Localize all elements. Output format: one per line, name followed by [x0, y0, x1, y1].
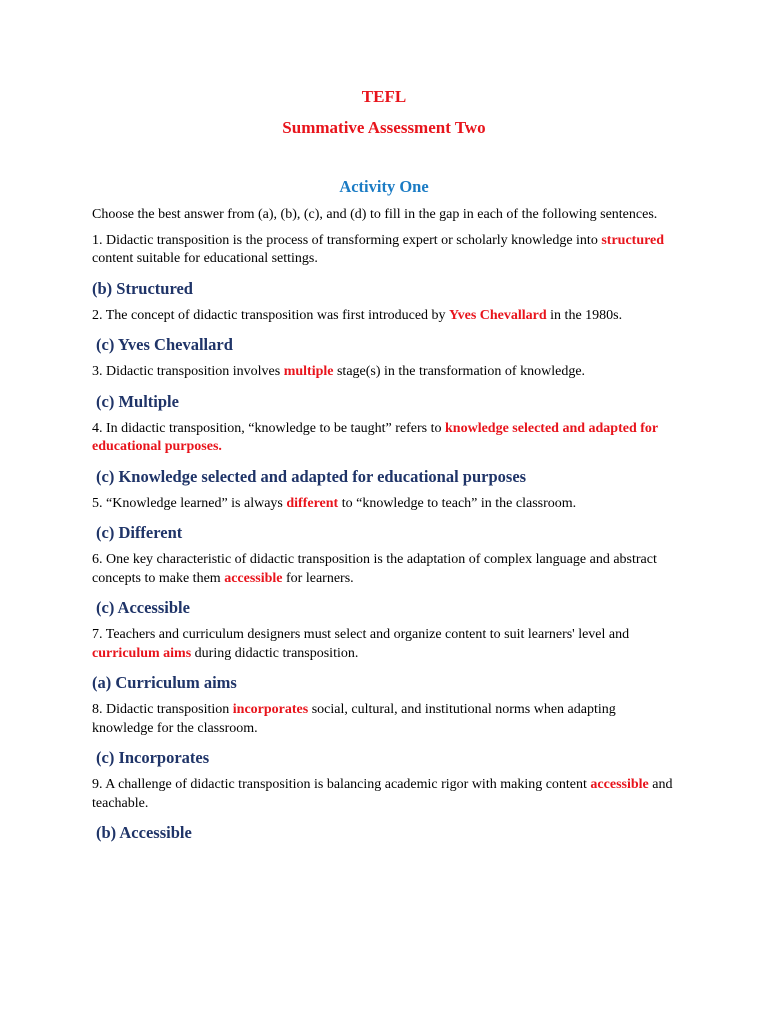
highlighted-answer: multiple [283, 364, 334, 379]
question-5 [92, 495, 676, 514]
question-7 [92, 626, 676, 663]
answer-7: (a) Curriculum aims [92, 673, 237, 692]
answer-2: (c) Yves Chevallard [96, 335, 233, 354]
highlighted-answer: structured [601, 232, 665, 248]
question-text: 2. The concept of didactic transposition was first introduced by [92, 307, 450, 323]
question-text-end: social, cultural, and institutional norms when adapting knowledge for the classroom. [92, 702, 616, 736]
question-text-end: . [218, 439, 222, 454]
answer-8: (c) Incorporates [96, 748, 210, 767]
question-text: 6. One key characteristic of didactic transposition is the adaptation of complex language and abstract concepts to make them [92, 552, 657, 586]
highlighted-answer: knowledge selected and adapted for educational purposes [92, 420, 658, 454]
highlighted-answer: curriculum aims [92, 645, 192, 661]
highlighted-answer: accessible [590, 777, 649, 792]
document-subtitle: Summative Assessment Two [282, 118, 486, 137]
question-text-end: content suitable for educational settings. [92, 251, 318, 266]
question-text: 1. Didactic transposition is the process of transforming expert or scholarly knowledge into [92, 232, 602, 248]
highlighted-answer: accessible [224, 570, 283, 586]
question-6 [92, 551, 676, 588]
question-text: 9. A challenge of didactic transposition is balancing academic rigor with making content [92, 777, 591, 792]
answer-3: (c) Multiple [96, 391, 179, 411]
question-text: 3. Didactic transposition involves [92, 364, 284, 379]
answer-9: (b) Accessible [96, 823, 192, 842]
question-text: 8. Didactic transposition [92, 702, 233, 717]
highlighted-answer: different [286, 495, 339, 511]
instructions-text: Choose the best answer from (a), (b), (c), and (d) to fill in the gap in each of the following sentences. [92, 207, 658, 222]
question-list [92, 232, 676, 845]
question-text-end: in the 1980s. [546, 307, 623, 323]
document-title: TEFL [361, 87, 407, 106]
question-4 [92, 420, 676, 457]
highlighted-answer: incorporates [232, 702, 309, 717]
question-text-end: and teachable. [92, 777, 673, 811]
question-text-end: during didactic transposition. [191, 645, 359, 661]
question-text: 5. “Knowledge learned” is always [92, 495, 287, 511]
activity-heading: Activity One [339, 177, 429, 196]
answer-6: (c) Accessible [96, 598, 190, 617]
answer-1: (b) Structured [92, 278, 193, 298]
question-text-end: stage(s) in the transformation of knowledge. [333, 364, 586, 379]
question-text: 7. Teachers and curriculum designers must select and organize content to suit learners' level and [92, 627, 630, 642]
question-8 [92, 701, 676, 738]
highlighted-answer: Yves Chevallard [449, 307, 547, 323]
question-text-end: for learners. [282, 570, 354, 586]
question-9 [92, 776, 676, 813]
question-2 [92, 307, 676, 326]
question-text-end: to “knowledge to teach” in the classroom. [338, 495, 577, 511]
answer-4: (c) Knowledge selected and adapted for educational purposes [96, 466, 527, 486]
question-text: 4. In didactic transposition, “knowledge to be taught” refers to [92, 420, 446, 436]
question-1 [92, 232, 676, 269]
answer-5: (c) Different [96, 523, 183, 542]
question-3 [92, 363, 676, 382]
